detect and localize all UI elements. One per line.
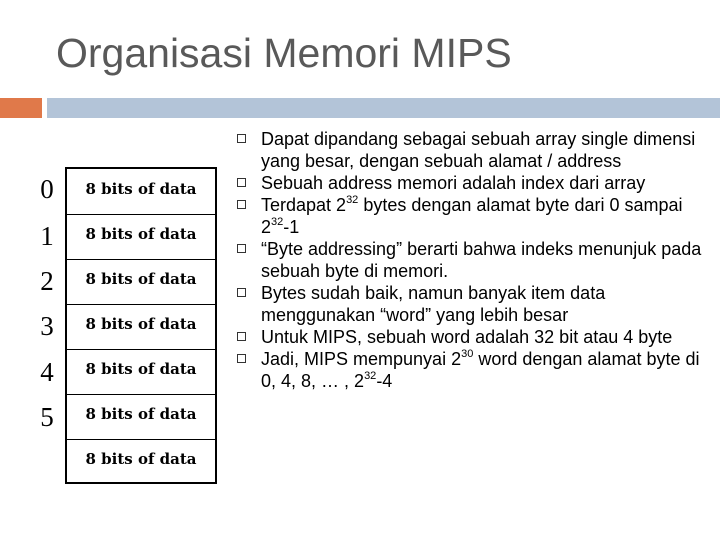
bullet-text: [261, 194, 707, 238]
square-bullet-icon: [237, 200, 246, 209]
exponent: 32: [364, 370, 377, 382]
memory-cell: 8 bits of data: [67, 214, 215, 252]
square-bullet-icon: [237, 354, 246, 363]
accent-bar-orange: [0, 98, 42, 118]
bullet-text-part: Terdapat 2: [261, 195, 347, 215]
memory-table: [65, 167, 217, 484]
bullet-text-part: bytes dengan alamat byte dari 0 sampai 2: [261, 195, 683, 237]
bullet-text: Sebuah address memori adalah index dari array: [261, 173, 646, 193]
bullet-text: [261, 348, 707, 392]
bullet-text: Bytes sudah baik, namun banyak item data menggunakan “word” yang lebih besar: [261, 283, 606, 325]
bullet-text-part: word dengan alamat byte di 0, 4, 8, … , 2: [261, 349, 700, 391]
bullet-text: Dapat dipandang sebagai sebuah array single dimensi yang besar, dengan sebuah alamat / address: [261, 129, 696, 171]
memory-index: 3: [40, 311, 54, 341]
bullet-item: [237, 194, 707, 238]
accent-bar-blue: [47, 98, 720, 118]
bullet-item: [237, 238, 707, 282]
exponent: 32: [271, 216, 284, 228]
bullet-text: Untuk MIPS, sebuah word adalah 32 bit atau 4 byte: [261, 327, 673, 347]
memory-index: 5: [40, 402, 54, 432]
bullet-text-part: Jadi, MIPS mempunyai 2: [261, 349, 462, 369]
bullet-text-part: -4: [376, 371, 393, 391]
bullet-item: [237, 128, 707, 172]
memory-cell: 8 bits of data: [67, 439, 215, 477]
bullet-text-part: -1: [283, 217, 300, 237]
square-bullet-icon: [237, 332, 246, 341]
square-bullet-icon: [237, 178, 246, 187]
exponent: 32: [346, 194, 359, 206]
memory-index: 2: [40, 266, 54, 296]
memory-cell: 8 bits of data: [67, 304, 215, 342]
slide-title: Organisasi Memori MIPS: [56, 30, 512, 76]
square-bullet-icon: [237, 288, 246, 297]
memory-index: 0: [40, 174, 54, 204]
memory-cell: 8 bits of data: [67, 259, 215, 297]
memory-index: 4: [40, 357, 54, 387]
exponent: 30: [461, 348, 474, 360]
square-bullet-icon: [237, 134, 246, 143]
memory-index: 1: [40, 221, 54, 251]
bullet-item: [237, 282, 707, 326]
bullet-list: [237, 128, 707, 392]
memory-cell: 8 bits of data: [67, 349, 215, 387]
bullet-item: [237, 326, 707, 348]
memory-cell: 8 bits of data: [85, 180, 197, 198]
bullet-text: “Byte addressing” berarti bahwa indeks menunjuk pada sebuah byte di memori.: [261, 239, 702, 281]
bullet-item: [237, 348, 707, 392]
memory-cell: 8 bits of data: [67, 394, 215, 432]
bullet-item: [237, 172, 707, 194]
square-bullet-icon: [237, 244, 246, 253]
